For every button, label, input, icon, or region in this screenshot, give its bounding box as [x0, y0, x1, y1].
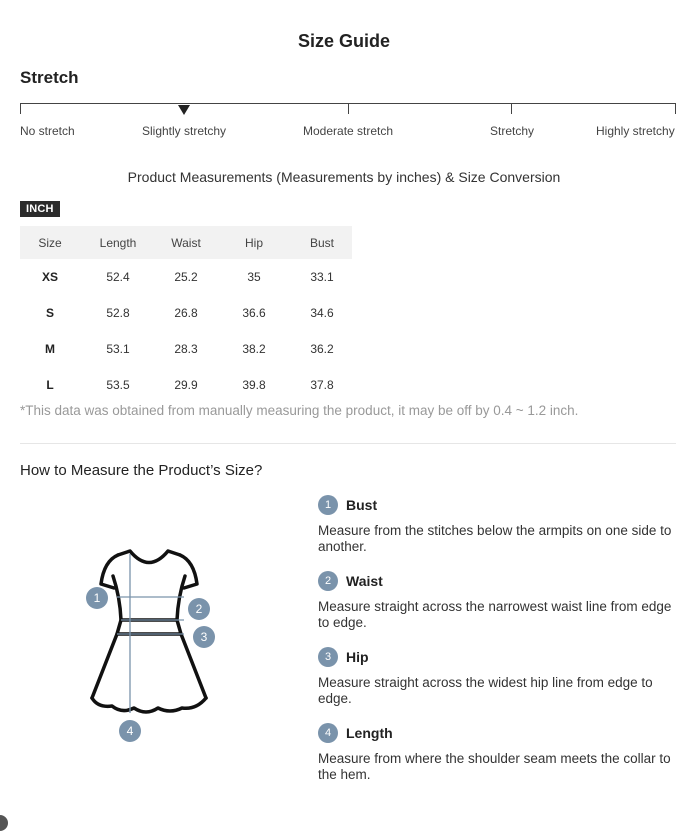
hip-cell: 38.2 — [242, 342, 266, 356]
list-item — [318, 647, 678, 723]
stretch-tick — [675, 103, 676, 114]
measure-instructions — [318, 495, 678, 799]
list-item — [318, 723, 678, 799]
section-divider — [20, 443, 676, 444]
list-item — [318, 495, 678, 571]
howto-heading: How to Measure the Product’s Size? — [20, 462, 263, 479]
bust-cell: 33.1 — [310, 270, 334, 284]
corner-decoration — [0, 815, 8, 831]
column-header: Bust — [292, 226, 352, 259]
measure-name: Length — [346, 725, 393, 741]
waist-cell: 26.8 — [174, 306, 198, 320]
measure-description: Measure from where the shoulder seam meets the collar to the hem. — [318, 751, 671, 782]
measure-name: Hip — [346, 649, 369, 665]
list-item — [318, 571, 678, 647]
diagram-label-bust: 1 — [86, 587, 108, 609]
measurements-heading: Product Measurements (Measurements by inches) & Size Conversion — [127, 169, 561, 185]
step-number-badge: 4 — [318, 723, 338, 743]
measure-name: Waist — [346, 573, 383, 589]
bust-cell: 34.6 — [310, 306, 334, 320]
size-cell: M — [45, 342, 55, 356]
waist-cell: 25.2 — [174, 270, 198, 284]
bust-cell: 36.2 — [310, 342, 334, 356]
waist-cell: 28.3 — [174, 342, 198, 356]
measurement-note: *This data was obtained from manually measuring the product, it may be off by 0.4 ~ 1.2 inch. — [20, 403, 579, 418]
stretch-heading: Stretch — [20, 68, 79, 87]
stretch-label-slightly-stretchy: Slightly stretchy — [142, 124, 227, 138]
step-number-badge: 1 — [318, 495, 338, 515]
stretch-tick — [20, 103, 21, 114]
page-title: Size Guide — [297, 31, 391, 51]
column-header: Size — [20, 226, 80, 259]
bust-cell: 37.8 — [310, 378, 334, 392]
waist-cell: 29.9 — [174, 378, 198, 392]
unit-badge[interactable]: INCH — [20, 201, 60, 217]
stretch-label-moderate-stretch: Moderate stretch — [303, 124, 394, 138]
measure-name: Bust — [346, 497, 378, 513]
column-header: Length — [80, 226, 156, 259]
length-cell: 53.5 — [106, 378, 130, 392]
length-cell: 53.1 — [106, 342, 130, 356]
size-cell: XS — [41, 270, 58, 284]
length-cell: 52.4 — [106, 270, 130, 284]
table-row — [20, 367, 352, 403]
stretch-label-highly-stretchy: Highly stretchy — [596, 124, 675, 138]
measure-description: Measure straight across the widest hip line from edge to edge. — [318, 675, 653, 706]
hip-cell: 36.6 — [242, 306, 266, 320]
stretch-marker-icon — [178, 105, 190, 115]
diagram-label-waist: 2 — [188, 598, 210, 620]
step-number-badge: 3 — [318, 647, 338, 667]
column-header: Waist — [156, 226, 216, 259]
stretch-label-stretchy: Stretchy — [490, 124, 535, 138]
column-header: Hip — [216, 226, 292, 259]
table-header-row — [20, 226, 352, 259]
stretch-tick — [348, 103, 349, 114]
table-row — [20, 295, 352, 331]
stretch-scale — [20, 103, 676, 115]
table-row — [20, 259, 352, 295]
size-cell: L — [46, 378, 54, 392]
stretch-tick — [511, 103, 512, 114]
hip-cell: 35 — [247, 270, 261, 284]
size-table — [20, 226, 352, 403]
step-number-badge: 2 — [318, 571, 338, 591]
hip-cell: 39.8 — [242, 378, 266, 392]
diagram-label-hip: 3 — [193, 626, 215, 648]
measure-description: Measure straight across the narrowest waist line from edge to edge. — [318, 599, 672, 630]
measure-description: Measure from the stitches below the armpits on one side to another. — [318, 523, 672, 554]
length-cell: 52.8 — [106, 306, 130, 320]
stretch-label-no-stretch: No stretch — [20, 124, 75, 138]
diagram-label-length: 4 — [119, 720, 141, 742]
size-cell: S — [45, 306, 54, 320]
table-row — [20, 331, 352, 367]
